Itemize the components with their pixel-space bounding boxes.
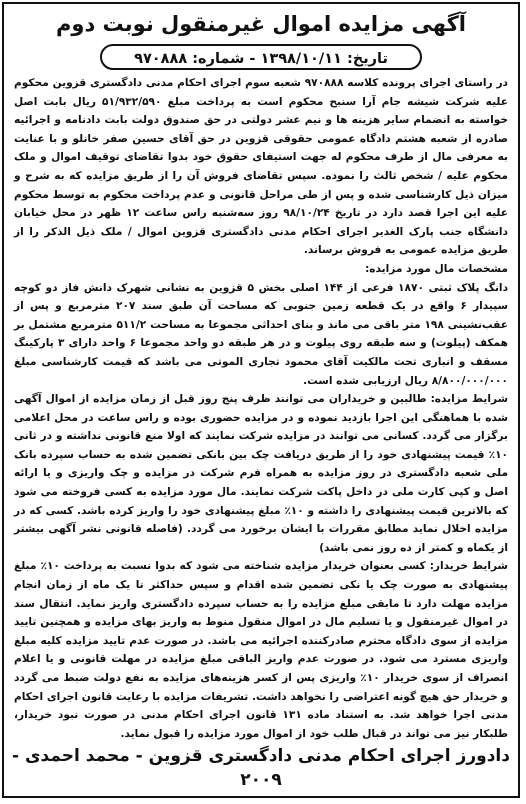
notice-frame xyxy=(2,2,520,798)
notice-body xyxy=(4,74,518,743)
specs-heading: مشخصات مال مورد مزایده: xyxy=(365,262,508,275)
signature-footer: دادورز اجرای احکام مدنی دادگستری قزوین - محمد احمدی - ۲۰۰۹ xyxy=(12,746,510,790)
buyer-text: کسی بعنوان خریدار مزایده شناخته می شود که بدوا نسبت به پرداخت ۱۰٪ مبلغ پیشنهادی به صورت چک یا نکی تضمین شده اقدام و سپس حداکثر تا یک ماه از زمان انجام مزایده مهلت دارد تا مابقی مبلغ مزایده را به حساب سپرده دادگستری واریز نماید. انتقال سند در اموال غیرمنقول و یا تسلیم مال در اموال منقول منوط به واریز بهای مزایده و همچنین تایید مزایده از سوی دادگاه محترم صادرکننده اجرائیه می باشد. در صورت عدم تایید مزایده کلیه مبلغ واریزی مسترد می شود. در صورت عدم واریز الباقی مبلغ مزایده در مهلت قانونی و یا اعلام انصراف از سوی خریدار ۱۰٪ واریزی پس از کسر هزینه‌های مزایده به نفع دولت ضبط می گردد و خریدار حق هیچ گونه اعتراضی را نخواهد داشت. تشریفات مزایده با رعایت قانون اجرای احکام مدنی اجرا خواهد شد. به استناد ماده ۱۳۱ قانون اجرای احکام مدنی در صورت نبود خریدار، طلبکار نیز می تواند در قبال طلب خود از اموال مورد مزایده را قبول نماید. xyxy=(14,560,509,740)
terms-heading: شرایط مزایده: xyxy=(430,393,508,406)
terms-text: طالبین و خریداران می توانند ظرف پنج روز قبل از زمان مزایده از اموال آگهی شده با هماهنگی این اجرا بازدید نموده و در مزایده حضوری بوده و راس ساعت در محل اعلامی برگزار می گردد. کسانی می توانند در مزایده شرکت نمایند که اولا منع قانونی نداشته و در ثانی ۱۰٪ قیمت پیشنهادی خود را از طریق دریافت چک بین بانکی تضمین شده به حساب سپرده بانک ملی شعبه دادگستری در روز مزایده به همراه فرم شرکت در مزایده و چک واریزی و یا ارائه اصل و کپی کارت ملی در داخل پاکت شرکت نمایند. مال مورد مزایده به کسی فروخته می شود که بالاترین قیمت پیشنهادی را داشته و ۱۰٪ مبلغ پیشنهادی خود را واریز کرده باشد. کسی که در مزایده اخلال نماید مطابق مقررات با ایشان برخورد می گردد. (فاصله قانونی نشر آگهی بیشتر از یکماه و کمتر از ده روز نمی باشد) xyxy=(14,393,508,554)
buyer-heading: شرایط خریدار: xyxy=(429,560,508,573)
specs-section xyxy=(14,260,508,390)
specs-text: دانگ پلاک ثبتی ۱۸۷۰ فرعی از ۱۴۴ اصلی بخش ۵ قزوین به نشانی شهرک دانش فاز دو کوچه سپیدار ۶ واقع در یک قطعه زمین جنوبی که مساحت آن طبق سند ۲۰۷ مترمربع و پس از عقب‌نشینی ۱۹۸ متر باقی می ماند و بنای احداثی مجموعا به مساحت ۵۱۱/۲ مترمربع مشتمل بر همکف (پیلوت) و سه طبقه روی پیلوت و در هر طبقه دو واحد مجموعا ۶ واحد دارای ۳ پارکینگ مسقف و انباری تحت مالکیت آقای محمود تجاری الموتی می باشد که قیمت کارشناسی مبلغ ۸/۸۰۰/۰۰۰/۰۰۰ ریال ارزیابی شده است. xyxy=(14,281,509,387)
notice-title: آگهی مزایده اموال غیرمنقول نوبت دوم xyxy=(56,12,466,36)
terms-section xyxy=(14,390,508,557)
date-number-line: تاریخ: ۱۳۹۸/۱۰/۱۱ - شماره: ۹۷۰۸۸۸ xyxy=(100,44,422,70)
buyer-section xyxy=(14,557,508,743)
intro-paragraph: در راستای اجرای پرونده کلاسه ۹۷۰۸۸۸ شعبه سوم اجرای احکام مدنی دادگستری قزوین محکوم علیه شرکت شیشه جام آرا سنبح محکوم است به پرداخت مبلغ ۵۱/۹۳۲/۵۹۰ ریال بابت اصل خواسته به انضمام سایر هزینه ها و نیم عشر دولتی در حق صندوق دولت بابت دادنامه و اجرائیه صادره از شعبه هشتم دادگاه عمومی حقوقی قزوین در حق آقای حسین صفر خانلو و با عنایت به معرفی مال از طرف محکوم له جهت استیفای حقوق خود بدوا تقاضای توقیف اموال و ملک محکوم علیه / شخص ثالث را نموده. سپس تقاضای فروش آن را از طریق مزایده که به شرح و میزان ذیل کارشناسی شده و پس از طی مراحل قانونی و عدم پرداخت محکوم به توسط محکوم علیه این اجرا قصد دارد در تاریخ ۹۸/۱۰/۲۴ روز سه‌شنبه راس ساعت ۱۲ ظهر در محل خیابان دانشگاه جنب پارک الغدیر اجرای احکام مدنی دادگستری قزوین اموال / ملک ذیل الذکر را از طریق مزایده عمومی به فروش برساند. xyxy=(14,77,508,257)
